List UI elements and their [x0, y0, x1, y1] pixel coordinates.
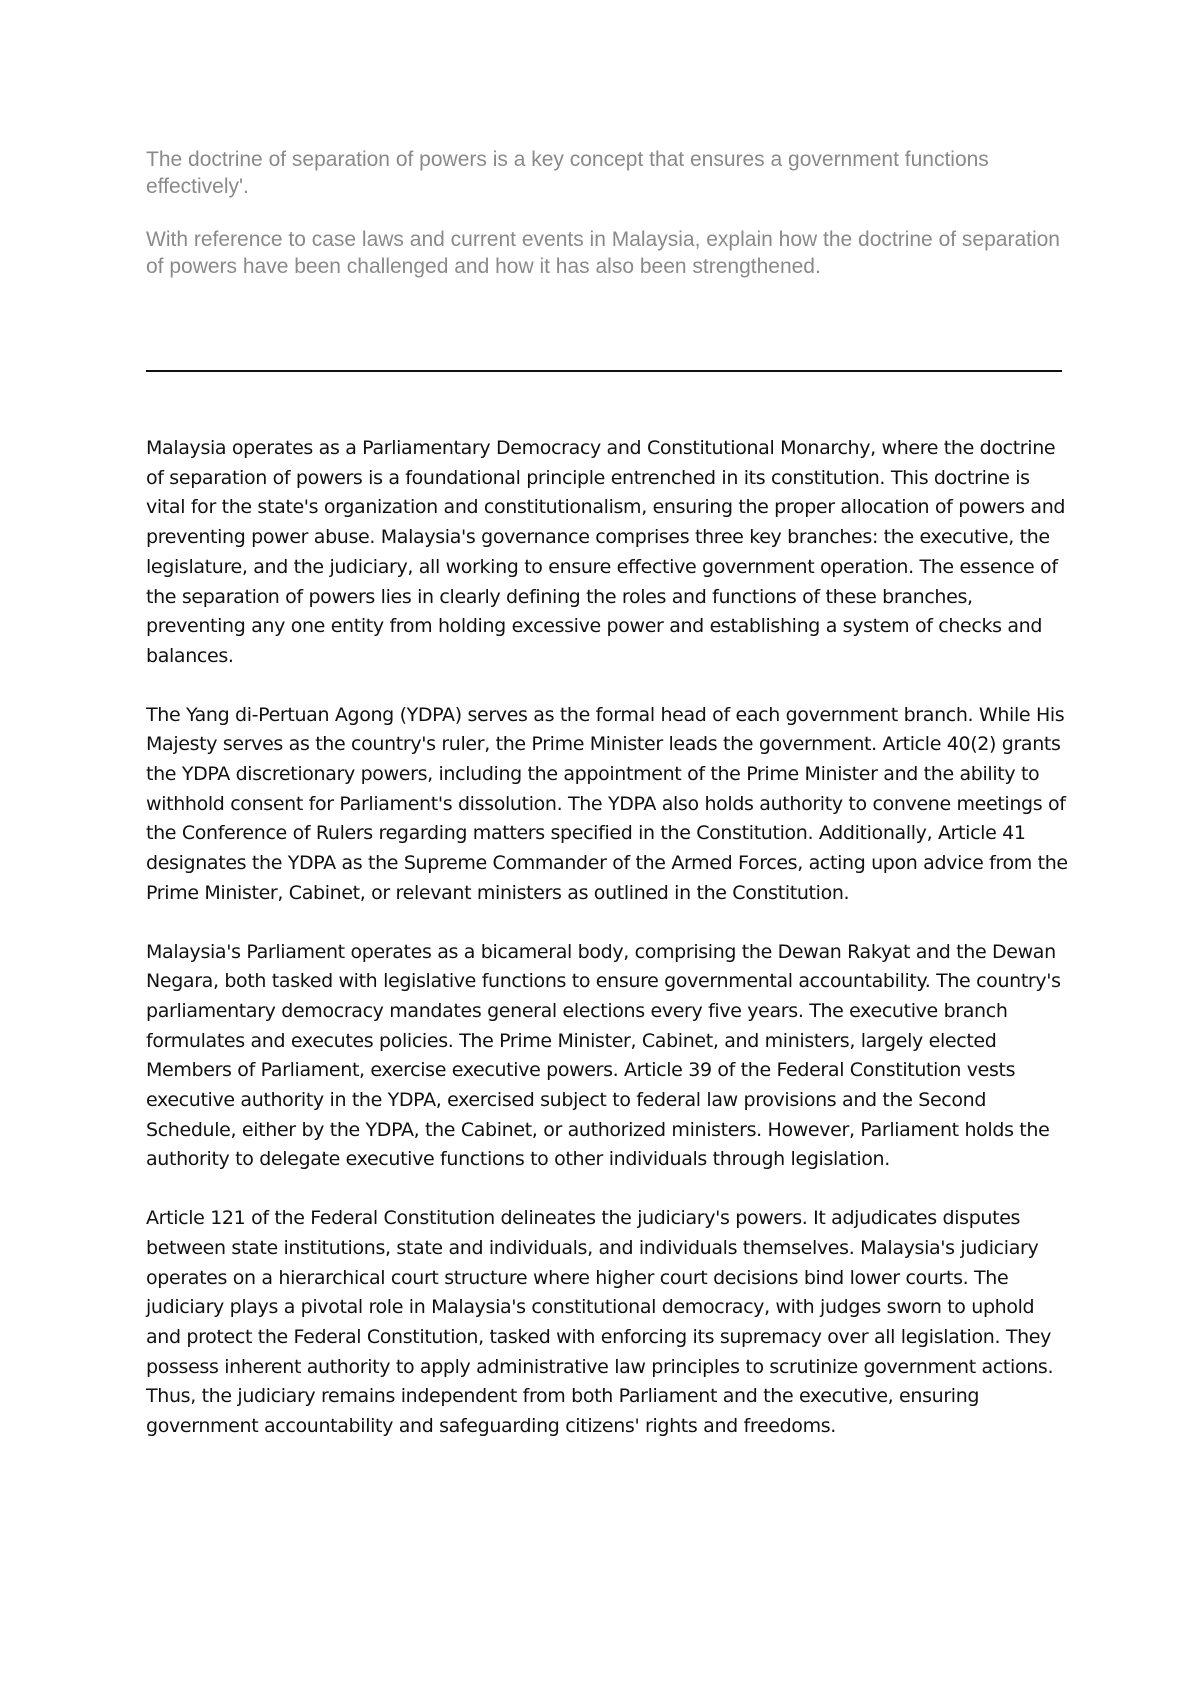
question-paragraph: The doctrine of separation of powers is a key concept that ensures a government functions effectively'. — [146, 148, 989, 198]
answer-paragraph: Malaysia operates as a Parliamentary Democracy and Constitutional Monarchy, where the doctrine of separation of powers is a foundational principle entrenched in its constitution. This doctrine is vital for the state's organization and constitutionalism, ensuring the proper allocation of powers and preventing power abuse. Malaysia's governance comprises three key branches: the executive, the legislature, and the judiciary, all working to ensure effective government operation. The essence of the separation of powers lies in clearly defining the roles and functions of these branches, preventing any one entity from holding excessive power and establishing a system of checks and balances. — [146, 437, 1066, 667]
question-block — [146, 146, 1066, 306]
answer-paragraph: Article 121 of the Federal Constitution delineates the judiciary's powers. It adjudicates disputes between state institutions, state and individuals, and individuals themselves. Malaysia's judiciary operates on a hierarchical court structure where higher court decisions bind lower courts. The judiciary plays a pivotal role in Malaysia's constitutional democracy, with judges sworn to uphold and protect the Federal Constitution, tasked with enforcing its supremacy over all legislation. They possess inherent authority to apply administrative law principles to scrutinize government actions. Thus, the judiciary remains independent from both Parliament and the executive, ensuring government accountability and safeguarding citizens' rights and freedoms. — [146, 1207, 1054, 1438]
question-paragraph: With reference to case laws and current events in Malaysia, explain how the doctrine of separation of powers have been challenged and how it has also been strengthened. — [146, 228, 1060, 278]
answer-body — [146, 434, 1071, 1471]
answer-paragraph: Malaysia's Parliament operates as a bicameral body, comprising the Dewan Rakyat and the Dewan Negara, both tasked with legislative functions to ensure governmental accountability. The country's parliamentary democracy mandates general elections every five years. The executive branch formulates and executes policies. The Prime Minister, Cabinet, and ministers, largely elected Members of Parliament, exercise executive powers. Article 39 of the Federal Constitution vests executive authority in the YDPA, exercised subject to federal law provisions and the Second Schedule, either by the YDPA, the Cabinet, or authorized ministers. However, Parliament holds the authority to delegate executive functions to other individuals through legislation. — [146, 940, 1061, 1171]
answer-paragraph: The Yang di-Pertuan Agong (YDPA) serves as the formal head of each government branch. While His Majesty serves as the country's ruler, the Prime Minister leads the government. Article 40(2) grants the YDPA discretionary powers, including the appointment of the Prime Minister and the ability to withhold consent for Parliament's dissolution. The YDPA also holds authority to convene meetings of the Conference of Rulers regarding matters specified in the Constitution. Additionally, Article 41 designates the YDPA as the Supreme Commander of the Armed Forces, acting upon advice from the Prime Minister, Cabinet, or relevant ministers as outlined in the Constitution. — [146, 703, 1068, 904]
horizontal-divider — [146, 370, 1062, 372]
